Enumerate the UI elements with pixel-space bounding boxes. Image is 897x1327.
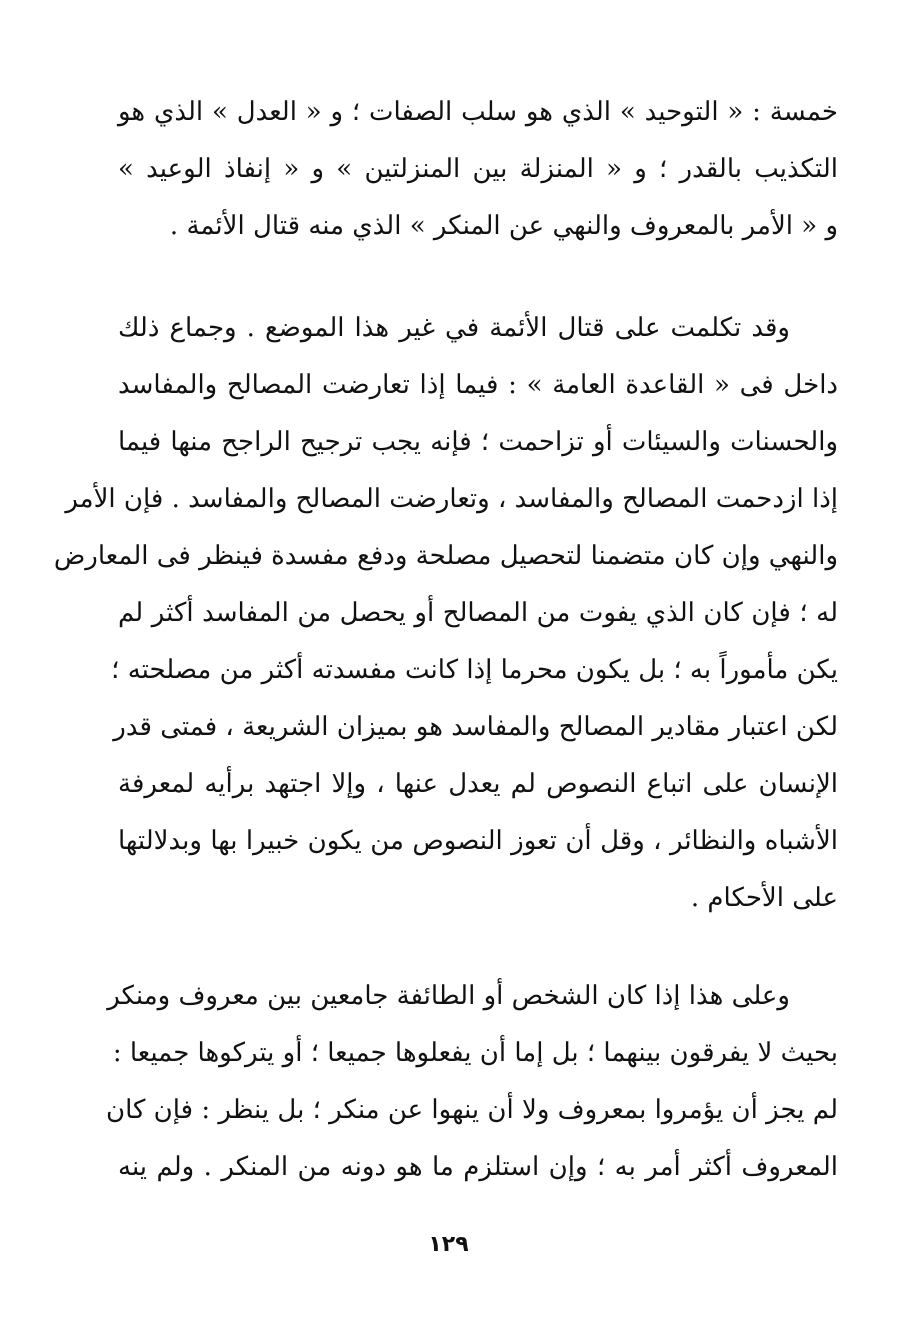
paragraph-line: خمسة : « التوحيد » الذي هو سلب الصفات ؛ و « العدل » الذي هو	[118, 97, 838, 127]
paragraph-2	[53, 300, 838, 927]
paragraph-line: التكذيب بالقدر ؛ و « المنزلة بين المنزلتين » و « إنفاذ الوعيد »	[118, 154, 838, 184]
paragraph-line: و « الأمر بالمعروف والنهي عن المنكر » الذي منه قتال الأئمة .	[169, 211, 838, 241]
paragraph-line: الإنسان على اتباع النصوص لم يعدل عنها ، وإلا اجتهد برأيه لمعرفة	[118, 769, 838, 799]
paragraph-line: وقد تكلمت على قتال الأئمة في غير هذا الموضع . وجماع ذلك	[118, 313, 790, 343]
paragraph-1	[118, 84, 838, 255]
paragraph-3	[105, 968, 838, 1196]
paragraph-line: على الأحكام .	[690, 883, 838, 913]
paragraph-line: والنهي وإن كان متضمنا لتحصيل مصلحة ودفع مفسدة فينظر فى المعارض	[53, 541, 838, 571]
paragraph-line: إذا ازدحمت المصالح والمفاسد ، وتعارضت المصالح والمفاسد . فإن الأمر	[65, 484, 838, 514]
paragraph-line: المعروف أكثر أمر به ؛ وإن استلزم ما هو دونه من المنكر . ولم ينه	[118, 1152, 838, 1182]
page-number: ١٢٩	[428, 1232, 469, 1257]
paragraph-line: يكن مأموراً به ؛ بل يكون محرما إذا كانت مفسدته أكثر من مصلحته ؛	[111, 655, 838, 685]
paragraph-line: لم يجز أن يؤمروا بمعروف ولا أن ينهوا عن منكر ؛ بل ينظر : فإن كان	[105, 1095, 838, 1125]
paragraph-line: لكن اعتبار مقادير المصالح والمفاسد هو بميزان الشريعة ، فمتى قدر	[113, 712, 838, 742]
paragraph-line: والحسنات والسيئات أو تزاحمت ؛ فإنه يجب ترجيح الراجح منها فيما	[118, 427, 838, 457]
paragraph-line: الأشباه والنظائر ، وقل أن تعوز النصوص من يكون خبيرا بها وبدلالتها	[118, 826, 838, 856]
paragraph-line: داخل فى « القاعدة العامة » : فيما إذا تعارضت المصالح والمفاسد	[118, 370, 838, 400]
paragraph-line: وعلى هذا إذا كان الشخص أو الطائفة جامعين بين معروف ومنكر	[107, 981, 790, 1011]
paragraph-line: بحيث لا يفرقون بينهما ؛ بل إما أن يفعلوها جميعا ؛ أو يتركوها جميعا :	[112, 1038, 838, 1068]
paragraph-line: له ؛ فإن كان الذي يفوت من المصالح أو يحصل من المفاسد أكثر لم	[118, 598, 838, 628]
